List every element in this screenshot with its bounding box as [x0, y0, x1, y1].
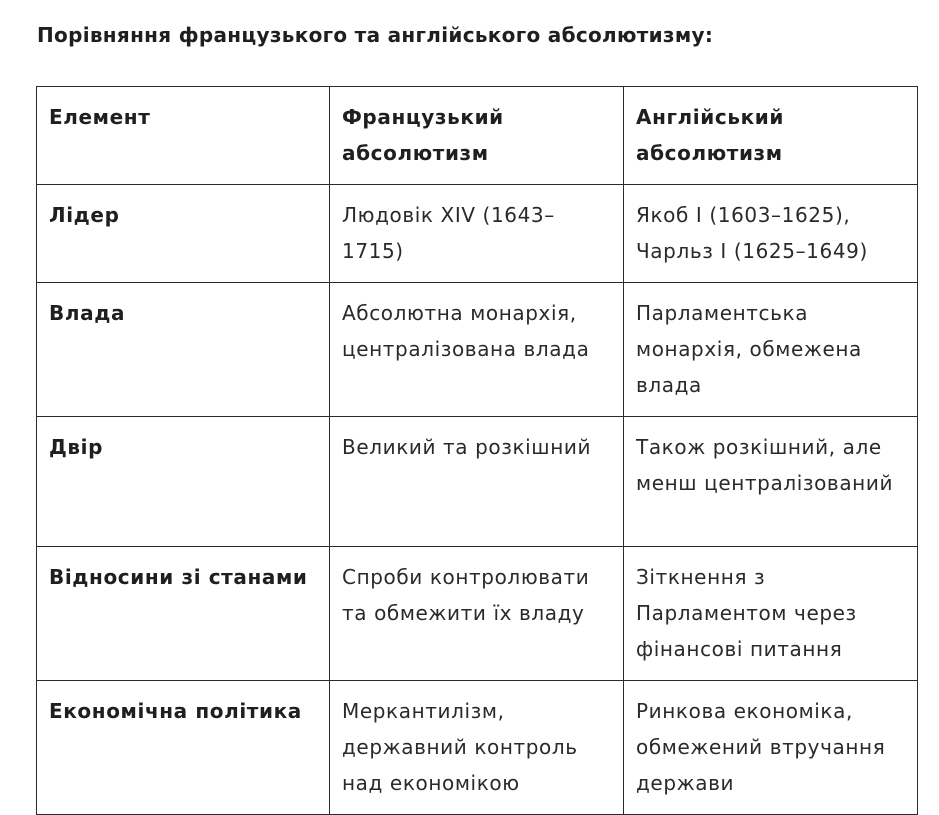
french-cell: Абсолютна монархія, централізована влада: [330, 283, 624, 417]
table-row: [37, 185, 918, 283]
table-header-row: [37, 87, 918, 185]
english-cell: Ринкова економіка, обмежений втручання держави: [624, 681, 918, 815]
english-cell: Якоб I (1603–1625), Чарльз I (1625–1649): [624, 185, 918, 283]
comparison-table: [36, 86, 918, 815]
row-label: Відносини зі станами: [37, 547, 330, 681]
french-cell: Людовік XIV (1643–1715): [330, 185, 624, 283]
english-cell: Парламентська монархія, обмежена влада: [624, 283, 918, 417]
row-label: Двір: [37, 417, 330, 547]
english-cell: Зіткнення з Парламентом через фінансові питання: [624, 547, 918, 681]
table-row: [37, 283, 918, 417]
row-label: Економічна політика: [37, 681, 330, 815]
column-header-french: Французький абсолютизм: [330, 87, 624, 185]
document-heading: Порівняння французького та англійського абсолютизму:: [37, 23, 714, 47]
french-cell: Спроби контролювати та обмежити їх владу: [330, 547, 624, 681]
french-cell: Великий та розкішний: [330, 417, 624, 547]
table-row: [37, 547, 918, 681]
french-cell: Меркантилізм, державний контроль над економікою: [330, 681, 624, 815]
table-row: [37, 681, 918, 815]
column-header-english: Англійський абсолютизм: [624, 87, 918, 185]
row-label: Влада: [37, 283, 330, 417]
english-cell: Також розкішний, але менш централізований: [624, 417, 918, 547]
column-header-element: Елемент: [37, 87, 330, 185]
table-row: [37, 417, 918, 547]
row-label: Лідер: [37, 185, 330, 283]
